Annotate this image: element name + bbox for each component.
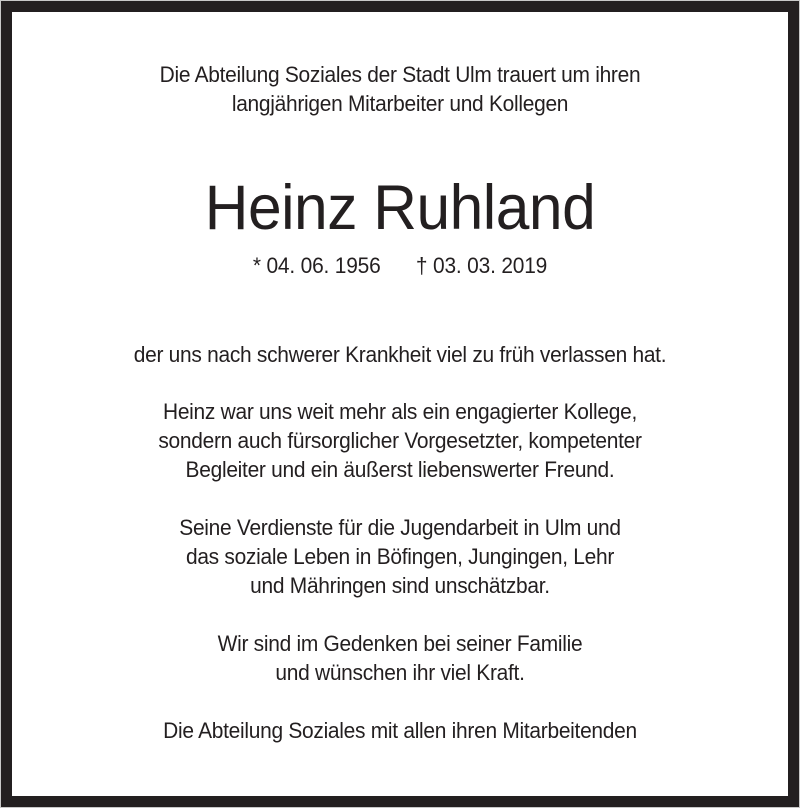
deceased-name: Heinz Ruhland [204, 173, 596, 243]
paragraph-2-line-2: sondern auch fürsorglicher Vorgesetzter, kompetenter [158, 428, 642, 453]
paragraph-3-line-2: das soziale Leben in Böfingen, Jungingen, Lehr [185, 544, 615, 569]
black-border-frame [1, 1, 799, 807]
header-line-1: Die Abteilung Soziales der Stadt Ulm trauert um ihren [159, 62, 641, 87]
paragraph-3-line-3: und Mähringen sind unschätzbar. [250, 573, 550, 598]
paragraph-1-line-1: der uns nach schwerer Krankheit viel zu früh verlassen hat. [133, 342, 667, 367]
paragraph-2-line-3: Begleiter und ein äußerst liebenswerter Freund. [185, 457, 615, 482]
paragraph-4-line-2: und wünschen ihr viel Kraft. [275, 660, 525, 685]
paragraph-4-line-1: Wir sind im Gedenken bei seiner Familie [217, 631, 583, 656]
birth-date: * 04. 06. 1956 [252, 253, 381, 278]
paragraph-3-line-1: Seine Verdienste für die Jugendarbeit in Ulm und [179, 515, 621, 540]
paragraph-2-line-1: Heinz war uns weit mehr als ein engagierter Kollege, [162, 399, 637, 424]
signature: Die Abteilung Soziales mit allen ihren Mitarbeitenden [163, 718, 637, 743]
header-line-2: langjährigen Mitarbeiter und Kollegen [231, 91, 569, 116]
life-dates [39, 253, 761, 279]
death-date: † 03. 03. 2019 [415, 253, 548, 278]
